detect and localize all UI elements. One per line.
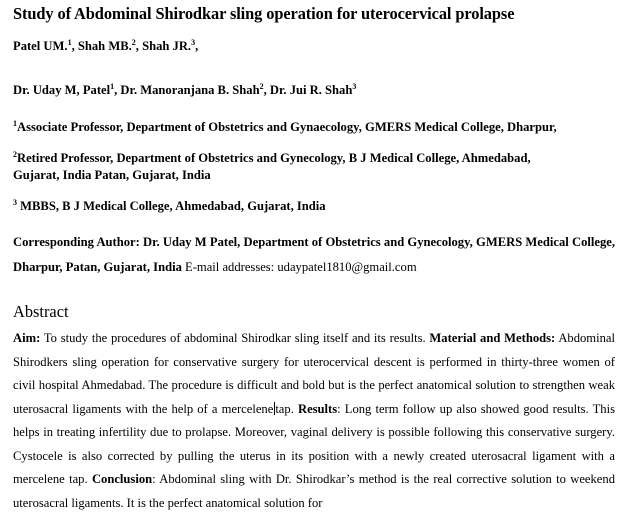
- affiliation-2: [13, 151, 531, 166]
- author-separator: ,: [114, 83, 121, 97]
- author-superscript: 2: [259, 82, 264, 91]
- author-list-short: [13, 39, 198, 54]
- author-name: Dr. Jui R. Shah: [269, 83, 353, 97]
- affiliation-text: Retired Professor, Department of Obstetrics and Gynecology, B J Medical College, Ahmedabad,: [17, 151, 531, 165]
- affiliation-2-continued: [13, 168, 211, 183]
- author-name: Dr. Uday M, Patel: [13, 83, 111, 97]
- author-superscript: 3: [352, 82, 357, 91]
- email-label: E-mail addresses:: [185, 260, 278, 274]
- affiliation-1: [13, 120, 557, 135]
- author-name: Patel UM.: [13, 39, 68, 53]
- corresponding-author: [13, 230, 615, 280]
- author-superscript: 3: [191, 38, 196, 47]
- conclusion-text: : Abdominal sling with Dr. Shirodkar’s method is the real corrective solution to weekend uterosacral ligaments. It is the perfect anatomical solution for: [13, 472, 615, 510]
- abstract-body[interactable]: [13, 327, 615, 515]
- author-name: Shah JR.: [142, 39, 192, 53]
- affiliation-text: Gujarat, India Patan, Gujarat, India: [13, 168, 211, 182]
- author-superscript: 2: [131, 38, 136, 47]
- author-separator: ,: [71, 39, 78, 53]
- affiliation-superscript: 3: [13, 198, 17, 207]
- conclusion-label: Conclusion: [91, 472, 153, 486]
- results-label: Results: [297, 401, 338, 416]
- affiliation-3: [13, 199, 326, 214]
- email-address: udaypatel1810@gmail.com: [277, 260, 417, 274]
- author-list-full: [13, 83, 356, 98]
- aim-label: Aim:: [13, 331, 41, 345]
- abstract-heading: Abstract: [13, 302, 69, 321]
- methods-text-continued: tap.: [275, 401, 298, 416]
- author-superscript: 1: [67, 38, 72, 47]
- corresponding-author-text: Corresponding Author: Dr. Uday M Patel, Department of Obstetrics and Gynecology, GMERS Medical College, Dharpur, Patan, Gujarat, India: [13, 235, 615, 274]
- author-separator: ,: [263, 83, 270, 97]
- affiliation-text: MBBS, B J Medical College, Ahmedabad, Gujarat, India: [17, 199, 326, 213]
- author-separator: ,: [135, 39, 143, 53]
- methods-text: Abdominal Shirodkers sling operation for conservative surgery for uterocervical descent is performed in thirty-three women of civil hospital Ahmedabad. The procedure is difficult and bold but is the perfect anatomical solution to strengthen weak uterosacral ligaments with the help of a mercelene: [13, 331, 615, 416]
- paper-title: Study of Abdominal Shirodkar sling operation for uterocervical prolapse: [13, 4, 515, 23]
- affiliation-superscript: 2: [13, 150, 17, 159]
- affiliation-text: Associate Professor, Department of Obstetrics and Gynaecology, GMERS Medical College, Dharpur,: [17, 120, 557, 134]
- affiliation-superscript: 1: [13, 119, 17, 128]
- author-name: Shah MB.: [77, 39, 132, 53]
- aim-text: To study the procedures of abdominal Shirodkar sling itself and its results.: [40, 331, 430, 345]
- author-separator: ,: [195, 39, 199, 53]
- author-name: Dr. Manoranjana B. Shah: [120, 83, 260, 97]
- methods-label: Material and Methods:: [429, 331, 556, 345]
- author-superscript: 1: [110, 82, 115, 91]
- results-text: : Long term follow up also showed good results. This helps in treating infertility due to prolapse. Moreover, vaginal delivery is possible following this conservative surgery. Cystocele is also corrected by pulling the uterus in its position with a newly created uterosacral ligament with a mercelene tap.: [13, 401, 615, 486]
